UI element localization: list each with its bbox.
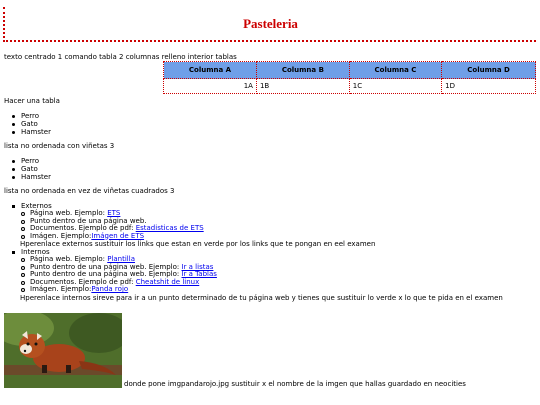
column-header: Columna C — [349, 62, 441, 79]
pet-list-1 — [12, 112, 51, 136]
section-title: lista no ordenada con viñetas 3 — [4, 142, 115, 150]
list-item: Punto dentro de una página web. Ejemplo: Ir a Tablas — [21, 271, 503, 279]
link-panda-rojo[interactable]: Panda rojo — [91, 285, 129, 293]
link-cheatsheet[interactable]: Cheatshit de linux — [135, 277, 200, 286]
link-imagen-ets[interactable]: Imágen de ETS — [91, 231, 145, 240]
externos-sublist — [21, 210, 503, 240]
link-ir-listas[interactable]: Ir a listas — [181, 262, 214, 271]
internos-sublist — [21, 256, 503, 294]
column-header: Columna B — [256, 62, 349, 79]
section-title: lista no ordenada en vez de viñetas cuadrados 3 — [4, 187, 175, 195]
column-header: Columna A — [164, 62, 257, 79]
red-panda-illustration — [4, 313, 122, 388]
internos-note: Hperenlace internos sireve para ir a un punto determinado de tu página web y tienes que sustituir lo verde x lo que te pida en el examen — [20, 293, 503, 302]
page-header — [3, 7, 536, 42]
list-item-internos: Internos — [12, 248, 503, 256]
table-cell: 1A — [164, 79, 257, 94]
column-header: Columna D — [442, 62, 536, 79]
link-ets[interactable]: ETS — [107, 209, 121, 217]
image-caption: donde pone imgpandarojo.jpg sustituir x el nombre de la imgen que hallas guardado en neocities — [124, 380, 466, 388]
link-plantilla[interactable]: Plantilla — [107, 255, 135, 263]
link-ir-tablas[interactable]: Ir a Tablas — [181, 270, 217, 278]
page-title: Pasteleria — [243, 16, 298, 31]
list-item: Imágen. Ejemplo:Panda rojo — [21, 286, 503, 294]
table-row — [164, 79, 536, 94]
section-title: Hacer una tabla — [4, 97, 60, 105]
list-item: Página web. Ejemplo: ETS — [21, 210, 503, 218]
table-caption: texto centrado 1 comando tabla 2 columnas relleno interior tablas — [4, 53, 237, 61]
pet-list-2 — [12, 157, 51, 181]
list-item: Hamster — [12, 128, 51, 136]
data-table — [163, 61, 536, 94]
list-item-externos: Externos — [12, 202, 503, 210]
list-item: Perro — [12, 157, 51, 165]
externos-note: Hperenlace externos sustituir los links que estan en verde por los links que te pongan en eel examen — [20, 240, 376, 248]
table-cell: 1D — [442, 79, 536, 94]
table-header-row — [164, 62, 536, 79]
list-item: Página web. Ejemplo: Plantilla — [21, 256, 503, 264]
list-item: Punto dentro de una página web. Ejemplo: Ir a listas — [21, 264, 503, 272]
red-panda-image — [4, 313, 122, 388]
list-item: Gato — [12, 165, 51, 173]
table-cell: 1B — [256, 79, 349, 94]
list-item: Hamster — [12, 173, 51, 181]
list-item: Punto dentro de una página web. — [21, 218, 503, 226]
link-estadisticas[interactable]: Estadisticas de ETS — [135, 224, 204, 232]
link-list — [12, 202, 503, 302]
list-item: Gato — [12, 120, 51, 128]
list-item: Perro — [12, 112, 51, 120]
table-cell: 1C — [349, 79, 441, 94]
list-item: Imágen. Ejemplo:Imágen de ETS — [21, 233, 503, 241]
list-item: Documentos. Ejemplo de pdf: Cheatshit de linux — [21, 279, 503, 287]
list-item: Documentos. Ejemplo de pdf: Estadisticas de ETS — [21, 225, 503, 233]
